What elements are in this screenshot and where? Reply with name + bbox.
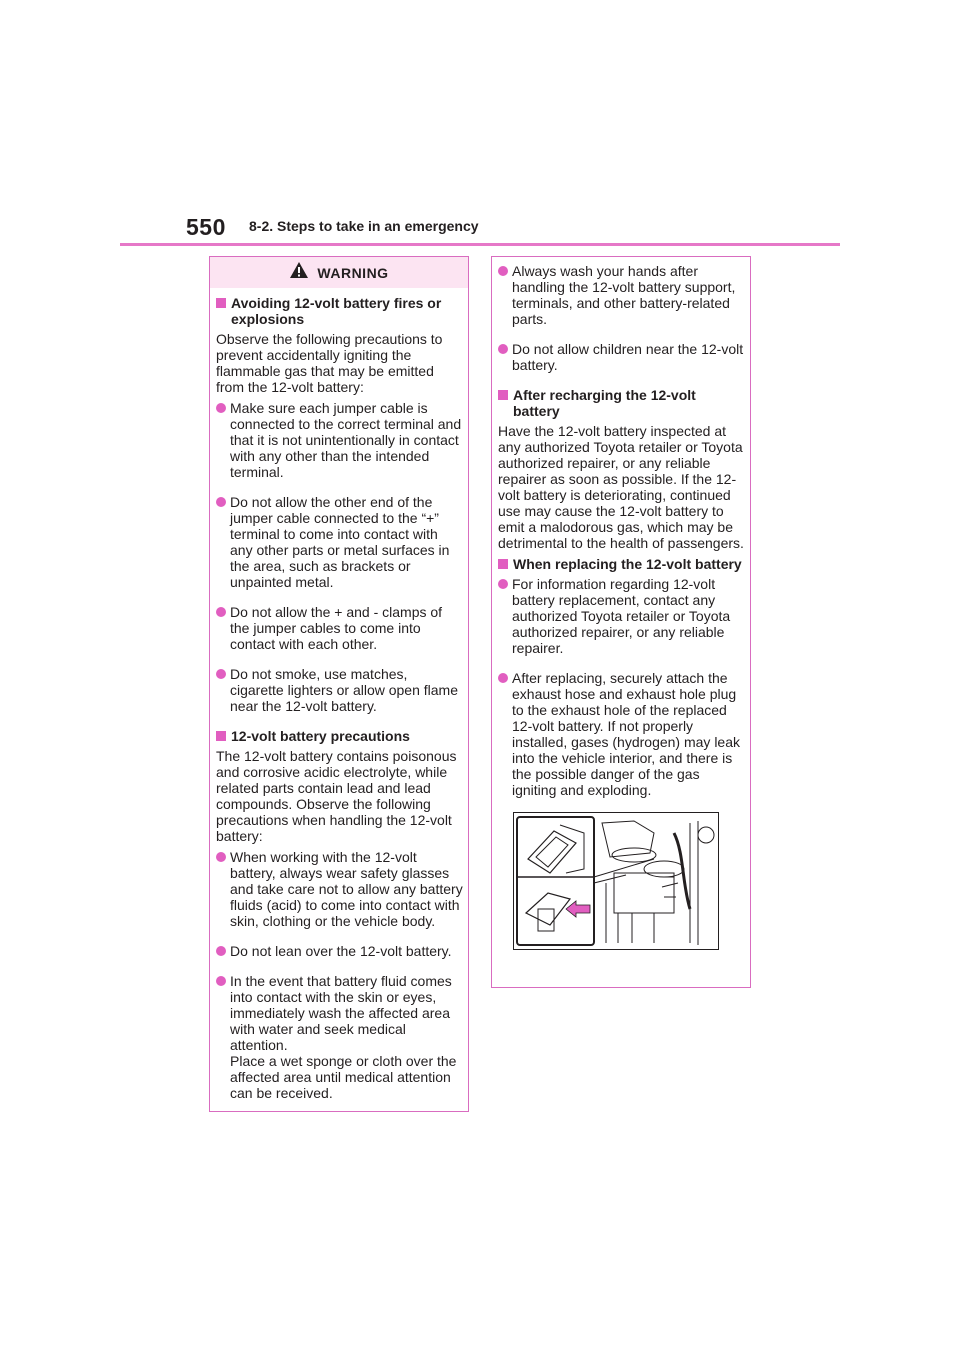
block-text: Observe the following precautions to prevent accidentally igniting the flammable gas that may be emitted from the 12-volt battery: — [216, 331, 443, 395]
block-text: Do not allow children near the 12-volt battery. — [512, 341, 744, 373]
warning-box-left — [209, 256, 469, 1112]
bullet-item — [498, 576, 745, 656]
paragraph — [216, 748, 463, 844]
warning-content-right — [492, 257, 750, 798]
block-text: For information regarding 12-volt battery replacement, contact any authorized Toyota retailer or Toyota authorized repairer, or any reliable repairer. — [512, 576, 731, 656]
bullet-item — [216, 849, 463, 929]
circle-bullet-icon — [216, 403, 226, 413]
block-text: Do not smoke, use matches, cigarette lighters or allow open flame near the 12-volt battery. — [230, 666, 459, 714]
square-bullet-icon — [216, 298, 226, 308]
bullet-item — [498, 263, 745, 327]
block-text: After replacing, securely attach the exhaust hose and exhaust hole plug to the exhaust hole of the replaced 12-volt battery. If not properly installed, gases (hydrogen) may leak into the vehicle interior, and there is the possible danger of the gas igniting and exploding. — [512, 670, 741, 798]
circle-bullet-icon — [498, 266, 508, 276]
warning-header — [210, 257, 468, 288]
block-text: Make sure each jumper cable is connected to the correct terminal and that it is not unintentionally in contact with any other than the intended terminal. — [230, 400, 462, 480]
warning-triangle-icon — [289, 261, 309, 284]
bullet-item — [216, 666, 463, 714]
bullet-item — [216, 943, 463, 959]
square-bullet-icon — [498, 390, 508, 400]
bullet-item — [498, 670, 745, 798]
circle-bullet-icon — [498, 579, 508, 589]
subheading — [498, 387, 745, 419]
header-rule — [120, 243, 840, 246]
section-title: 8-2. Steps to take in an emergency — [249, 218, 479, 234]
bullet-item — [216, 400, 463, 480]
block-text: The 12-volt battery contains poisonous and corrosive acidic electrolyte, while related parts contain lead and lead compounds. Observe the following precautions when handling the 12-volt battery: — [216, 748, 457, 844]
circle-bullet-icon — [216, 852, 226, 862]
block-text: Do not allow the + and - clamps of the jumper cables to come into contact with each other. — [230, 604, 443, 652]
block-text: When working with the 12-volt battery, always wear safety glasses and take care not to allow any battery fluids (acid) to come into contact with skin, clothing or the vehicle body. — [230, 849, 463, 929]
bullet-item — [216, 604, 463, 652]
paragraph — [216, 331, 463, 395]
block-text: Always wash your hands after handling the 12-volt battery support, terminals, and other battery-related parts. — [512, 263, 736, 327]
warning-content-left — [210, 288, 468, 1101]
block-text: Have the 12-volt battery inspected at any authorized Toyota retailer or Toyota authorized repairer, or any reliable repairer as soon as possible. If the 12-volt battery is deteriorating, continued use may cause the 12-volt battery to emit a malodorous gas, which may be detrimental to the health of passengers. — [498, 423, 744, 551]
circle-bullet-icon — [216, 976, 226, 986]
page-number: 550 — [186, 214, 226, 240]
circle-bullet-icon — [216, 669, 226, 679]
block-text: When replacing the 12-volt battery — [513, 556, 742, 572]
circle-bullet-icon — [216, 497, 226, 507]
bullet-item — [216, 494, 463, 590]
paragraph — [498, 423, 745, 551]
block-text: Avoiding 12-volt battery fires or explosions — [231, 295, 442, 327]
square-bullet-icon — [216, 731, 226, 741]
bullet-item — [498, 341, 745, 373]
block-text: Do not allow the other end of the jumper cable connected to the “+” terminal to come into contact with any other parts or metal surfaces in the area, such as brackets or unpainted metal. — [230, 494, 450, 590]
subheading — [498, 556, 745, 572]
circle-bullet-icon — [498, 344, 508, 354]
block-text: Do not lean over the 12-volt battery. — [230, 943, 452, 959]
warning-label: WARNING — [317, 264, 389, 281]
block-text: 12-volt battery precautions — [231, 728, 410, 744]
circle-bullet-icon — [216, 946, 226, 956]
subheading — [216, 728, 463, 744]
circle-bullet-icon — [216, 607, 226, 617]
block-text: In the event that battery fluid comes into contact with the skin or eyes, immediately wash the affected area with water and seek medical attention. Place a wet sponge or cloth over the affected area until medical attention can be received. — [230, 973, 457, 1101]
warning-box-right — [491, 256, 751, 988]
subheading — [216, 295, 463, 327]
battery-illustration — [513, 812, 719, 950]
bullet-item — [216, 973, 463, 1101]
circle-bullet-icon — [498, 673, 508, 683]
block-text: After recharging the 12-volt battery — [513, 387, 696, 419]
battery-exhaust-illustration-icon — [514, 813, 718, 949]
square-bullet-icon — [498, 559, 508, 569]
